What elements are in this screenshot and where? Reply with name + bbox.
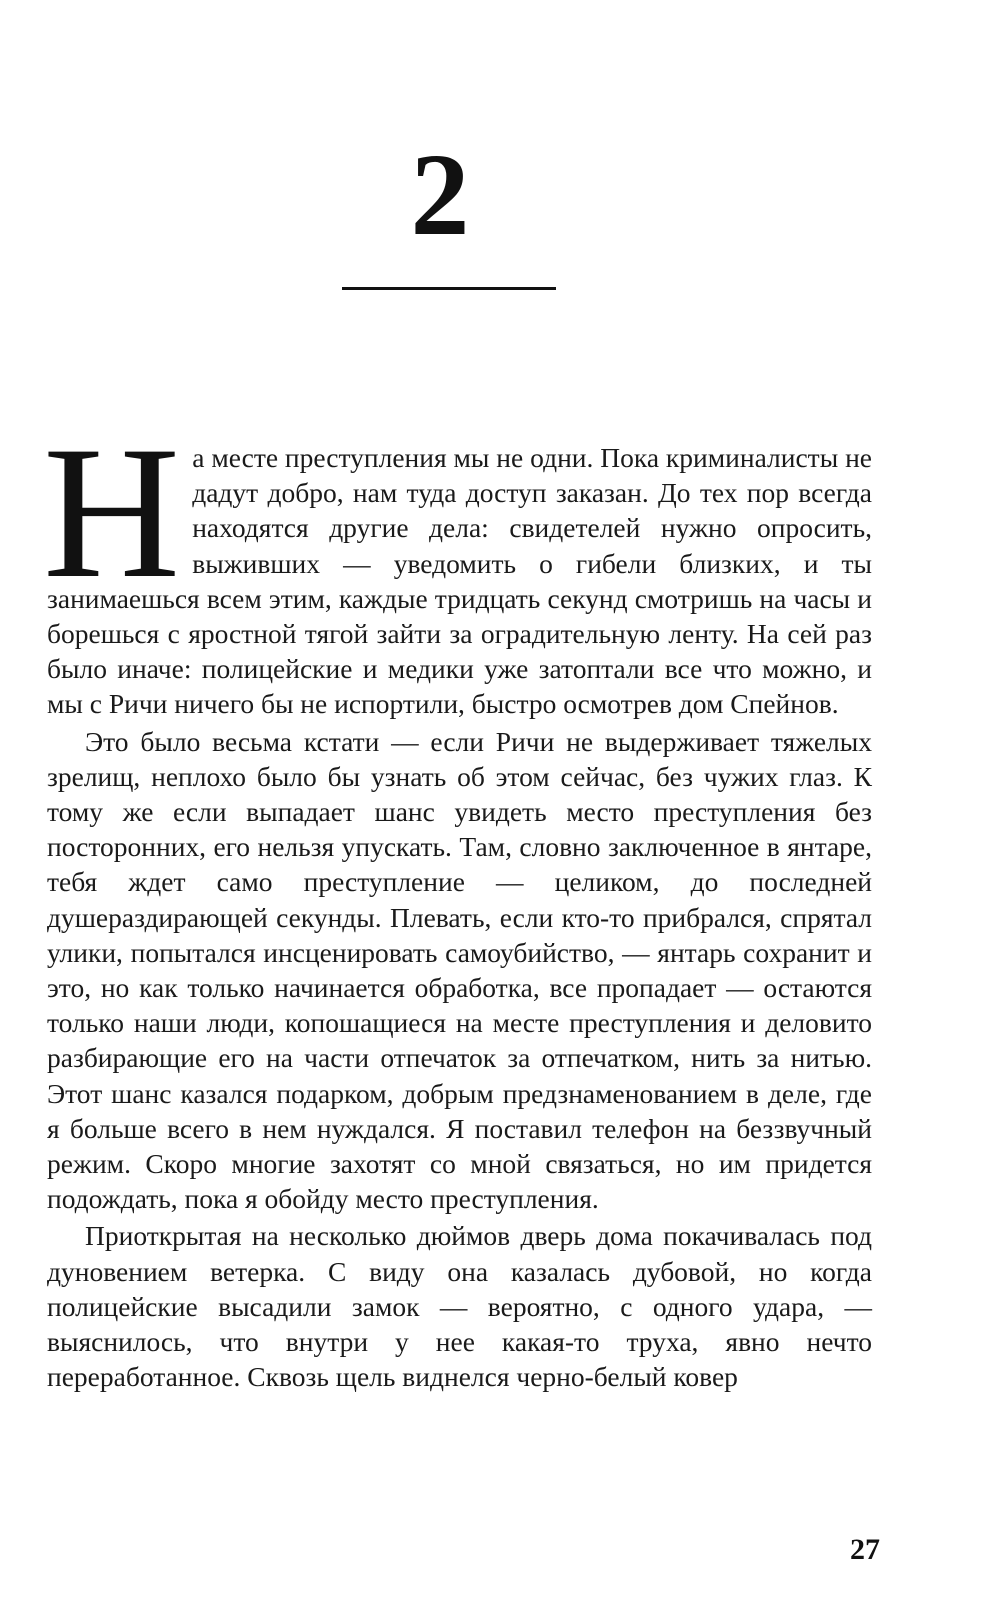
paragraph-1-text: а месте преступления мы не одни. Пока криминалисты не дадут добро, нам туда доступ заказан. До тех пор всегда находятся другие дела: свидетелей нужно опросить, выживших — уведомить о гибели близких, и ты занимаешься всем этим, каждые тридцать секунд смотришь на часы и борешься с яростной тягой зайти за оградительную ленту. На сей раз было иначе: полицейские и медики уже затоптали все что можно, и мы с Ричи ничего бы не испортили, быстро осмотрев дом Спейнов. — [47, 442, 872, 720]
chapter-divider-rule — [342, 287, 556, 290]
paragraph-2: Это было весьма кстати — если Ричи не выдерживает тяжелых зрелищ, неплохо было бы узнать об этом сейчас, без чужих глаз. К тому же если выпадает шанс увидеть место преступления без посторонних, его нельзя упускать. Там, словно заключенное в янтаре, тебя ждет само преступление — целиком, до последней душераздирающей секунды. Плевать, если кто-то прибрался, спрятал улики, попытался инсценировать самоубийство, — янтарь сохранит и это, но как только начинается обработка, все пропадает — остаются только наши люди, копошащиеся на месте преступления и деловито разбирающие его на части отпечаток за отпечатком, нить за нитью. Этот шанс казался подарком, добрым предзнаменованием в деле, где я больше всего в нем нуждался. Я поставил телефон на беззвучный режим. Скоро многие захотят со мной связаться, но им придется подождать, пока я обойду место преступления. — [47, 725, 872, 1215]
paragraph-1 — [43, 408, 872, 722]
page-number: 27 — [850, 1533, 880, 1566]
drop-cap: Н — [43, 408, 181, 618]
paragraph-3: Приоткрытая на несколько дюймов дверь дома покачивалась под дуновением ветерка. С виду она казалась дубовой, но когда полицейские высадили замок — вероятно, с одного удара, — выяснилось, что внутри у нее какая-то труха, явно нечто переработанное. Сквозь щель виднелся черно-белый ковер — [47, 1220, 872, 1393]
chapter-text — [43, 408, 872, 1396]
chapter-number: 2 — [410, 129, 470, 260]
